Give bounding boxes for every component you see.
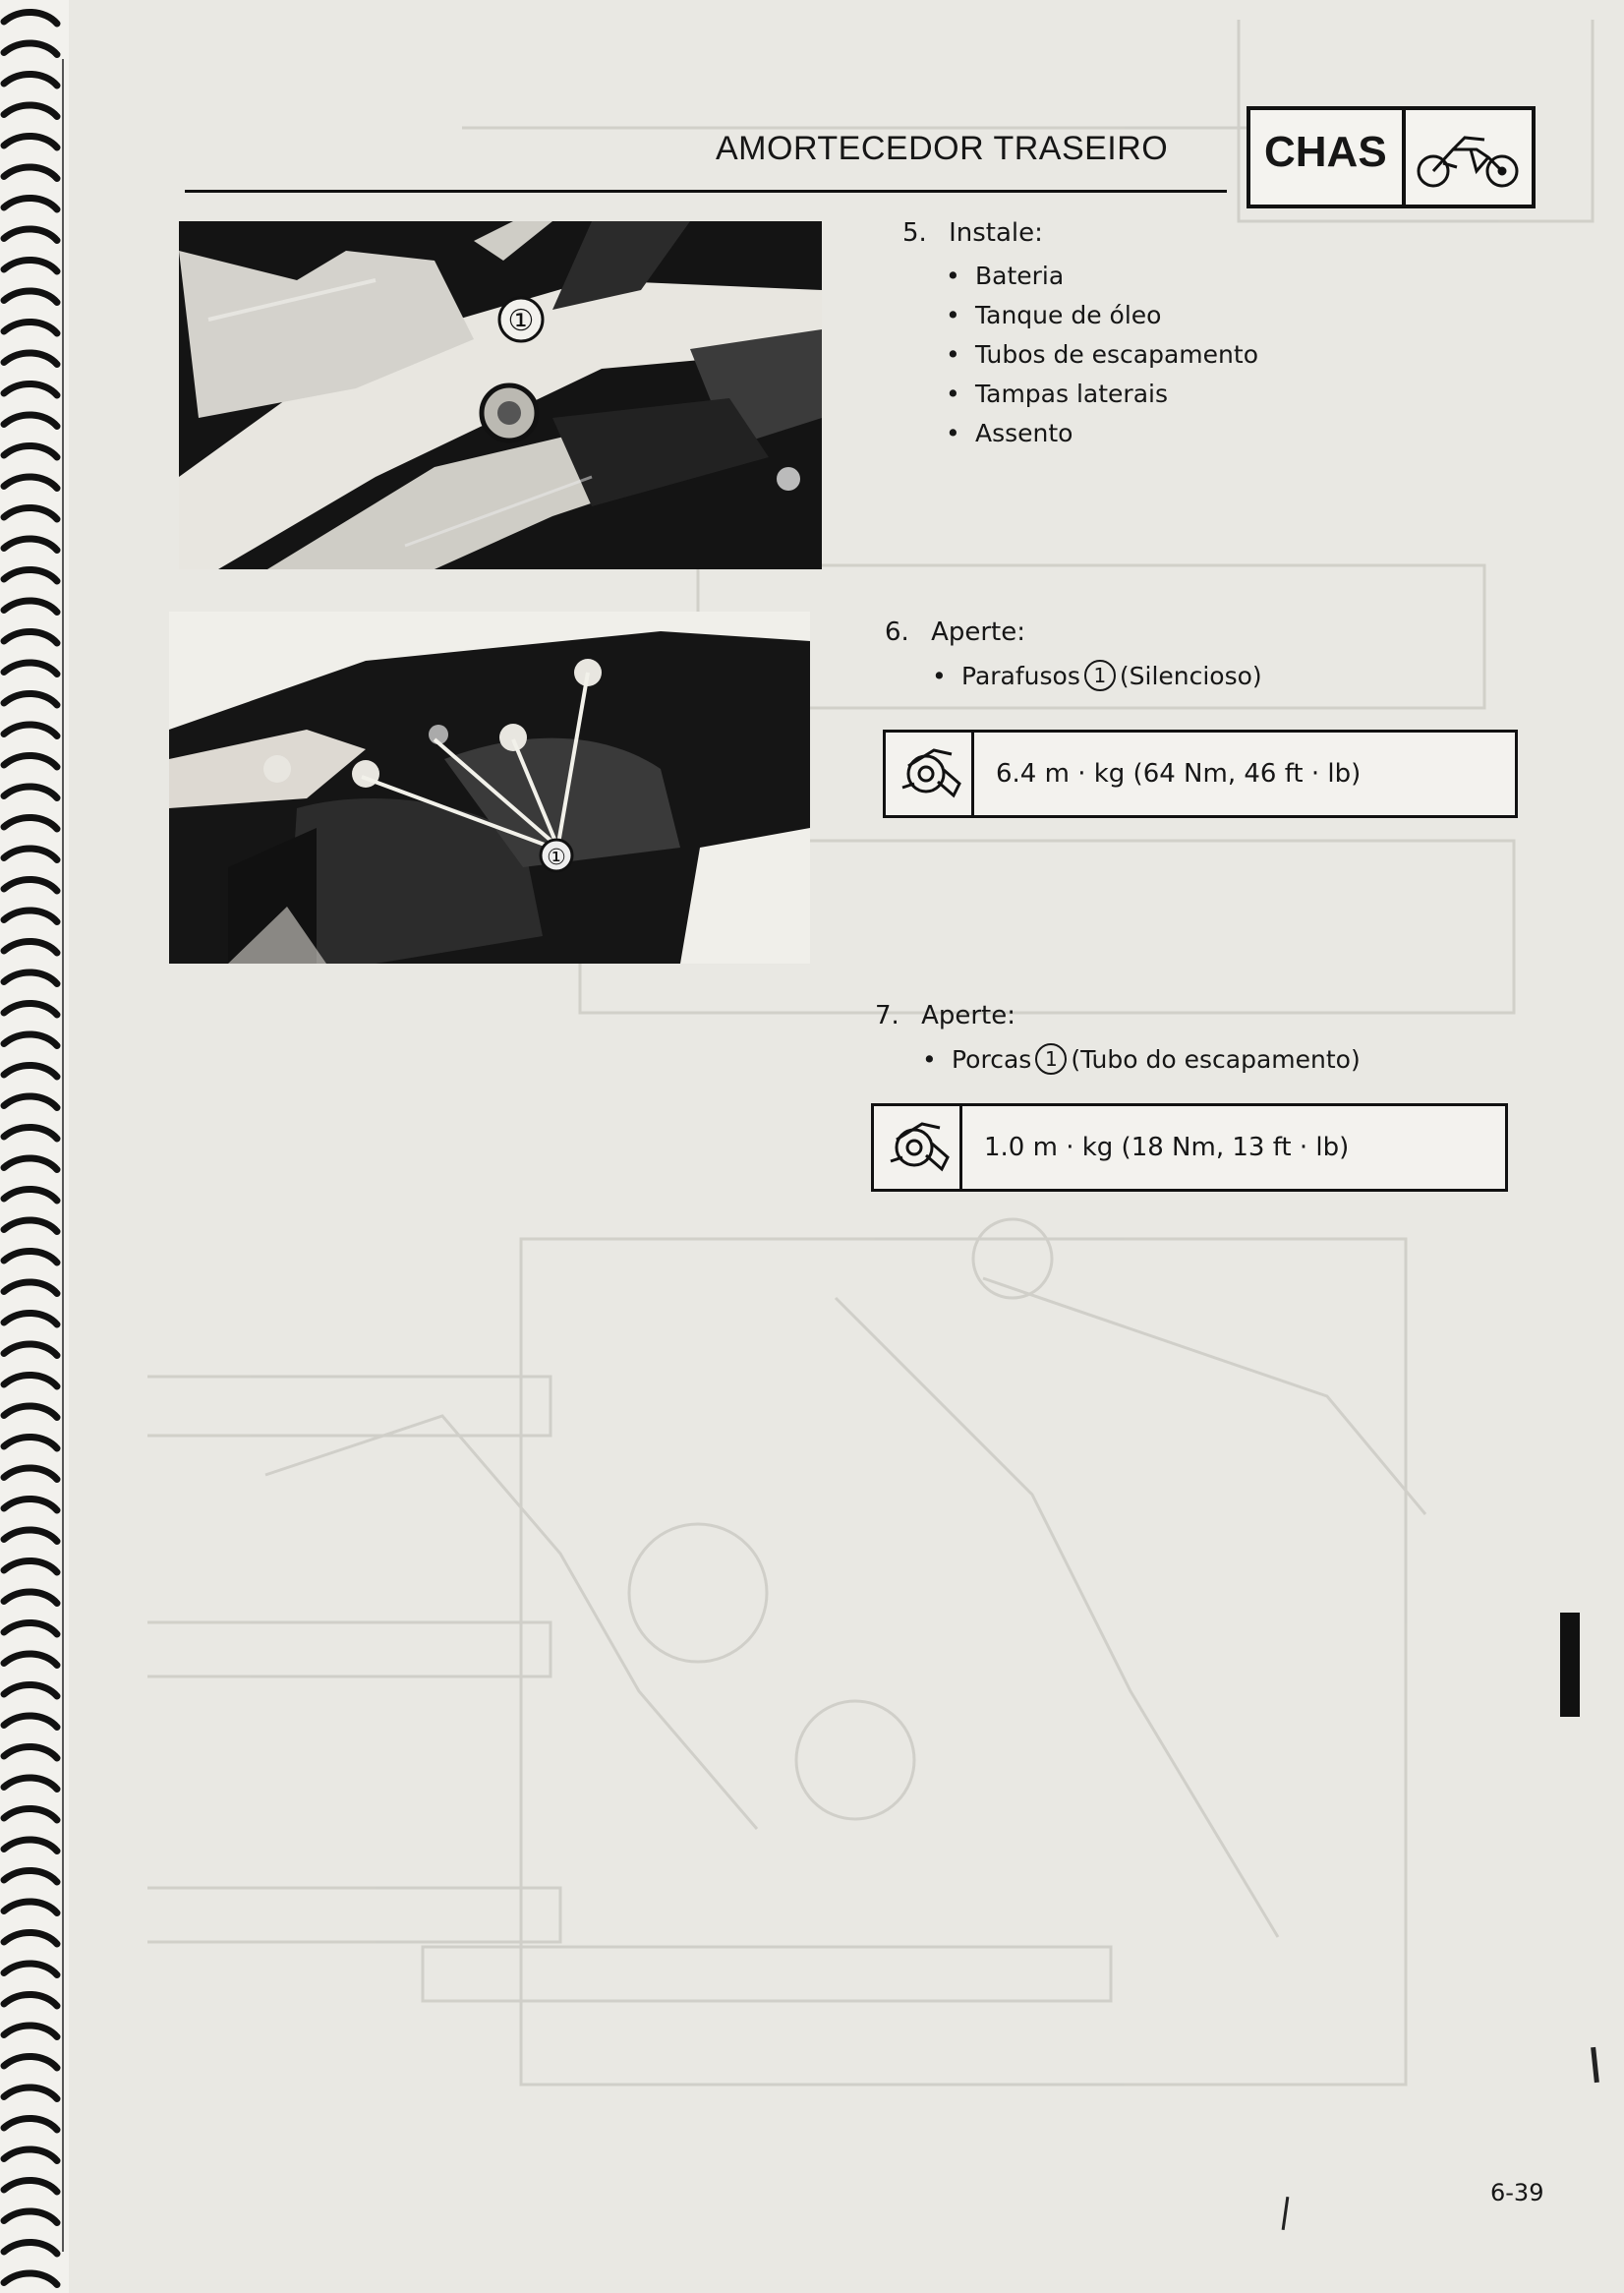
install-list: [942, 257, 1258, 453]
torque-spec-box: [871, 1103, 1508, 1192]
muffler-bolts-photo: [169, 612, 810, 964]
torque-icon-cell: [874, 1106, 962, 1189]
tighten-list-6: [928, 657, 1262, 696]
torque-value: 6.4 m · kg (64 Nm, 46 ft · lb): [996, 759, 1362, 789]
item-note: (Silencioso): [1119, 662, 1262, 690]
torque-wrench-icon: [895, 744, 963, 803]
torque-spec-box: [883, 730, 1518, 818]
motorcycle-icon: [1414, 128, 1524, 191]
chapter-tab-divider: [1402, 110, 1406, 205]
section-title: AMORTECEDOR TRASEIRO: [716, 130, 1169, 167]
photo-callout-1: ①: [507, 304, 535, 338]
list-item: • Bateria: [942, 257, 1258, 296]
list-item: [918, 1040, 1361, 1080]
step-number: 6.: [885, 617, 909, 647]
list-item: • Tanque de óleo: [942, 296, 1258, 335]
rear-frame-photo: [179, 221, 822, 569]
step-5-heading: [902, 218, 1043, 248]
item-note: (Tubo do escapamento): [1071, 1045, 1361, 1074]
torque-icon-cell: [886, 733, 974, 815]
reference-number: 1: [1084, 660, 1116, 691]
chapter-tab: [1247, 106, 1536, 208]
list-item: • Tampas laterais: [942, 375, 1258, 414]
reference-number: 1: [1035, 1043, 1067, 1075]
step-action: Instale:: [949, 218, 1043, 248]
step-7-heading: [875, 1001, 1015, 1030]
header-rule: [185, 190, 1227, 193]
chapter-code: CHAS: [1264, 128, 1387, 176]
item-text: Parafusos: [961, 662, 1080, 690]
tighten-list-7: [918, 1040, 1361, 1080]
step-action: Aperte:: [921, 1001, 1016, 1030]
torque-wrench-icon: [883, 1118, 952, 1177]
list-item: • Tubos de escapamento: [942, 335, 1258, 375]
list-item: • Assento: [942, 414, 1258, 453]
item-text: Porcas: [952, 1045, 1032, 1074]
list-item: [928, 657, 1262, 696]
step-number: 5.: [902, 218, 927, 248]
chapter-edge-tab: [1560, 1613, 1580, 1717]
photo-callout-1: ①: [547, 846, 566, 870]
page-number: 6-39: [1490, 2179, 1544, 2206]
step-6-heading: [885, 617, 1025, 647]
torque-value: 1.0 m · kg (18 Nm, 13 ft · lb): [984, 1133, 1350, 1162]
step-number: 7.: [875, 1001, 899, 1030]
step-action: Aperte:: [931, 617, 1026, 647]
spiral-binding: [0, 0, 69, 2293]
